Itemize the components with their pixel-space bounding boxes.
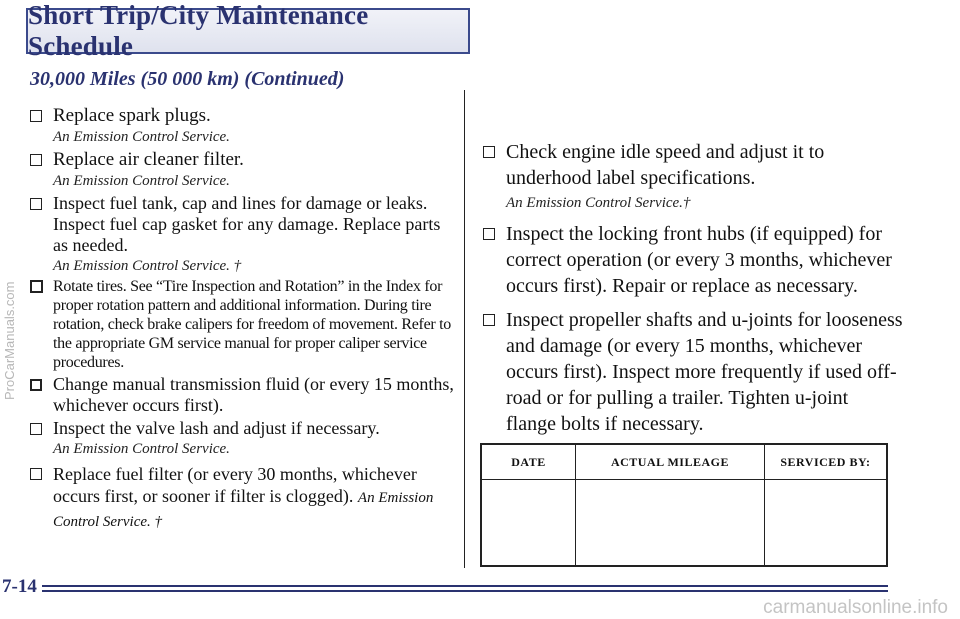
footer-rule — [42, 585, 888, 587]
page-number: 7-14 — [2, 576, 37, 597]
right-column — [483, 139, 903, 437]
item-text: Change manual transmission fluid (or every 15 months, whichever occurs first). — [53, 374, 454, 415]
checklist-item — [30, 193, 455, 276]
checkbox[interactable] — [30, 154, 42, 166]
checkbox[interactable] — [30, 110, 42, 122]
actual-mileage-header: ACTUAL MILEAGE — [576, 444, 765, 480]
checklist-item — [30, 105, 455, 147]
checkbox[interactable] — [30, 423, 42, 435]
service-record-table — [480, 443, 888, 567]
checklist-item — [30, 418, 455, 459]
table-header-row — [481, 444, 887, 480]
date-cell[interactable] — [481, 480, 576, 567]
item-text: Replace fuel filter (or every 30 months, whichever occurs first, or sooner if filter is clogged). — [53, 464, 417, 506]
item-text: Inspect propeller shafts and u-joints for looseness and damage (or every 15 months, whichever occurs first). Inspect more frequently if used off-road or for pulling a trailer. Tighten u-joint flange bolts if necessary. — [506, 309, 903, 435]
checklist-item — [30, 463, 455, 533]
checklist-item — [483, 221, 903, 299]
mileage-cell[interactable] — [576, 480, 765, 567]
footer-watermark: carmanualsonline.info — [763, 597, 948, 618]
serviced-by-cell[interactable] — [764, 480, 887, 567]
item-note: An Emission Control Service. — [53, 441, 230, 457]
checkbox[interactable] — [30, 468, 42, 480]
serviced-by-header: SERVICED BY: — [764, 444, 887, 480]
item-text: Inspect fuel tank, cap and lines for damage or leaks. Inspect fuel cap gasket for any damage. Replace parts as needed. — [53, 193, 441, 255]
column-divider — [464, 90, 465, 568]
item-note: An Emission Control Service. † — [53, 490, 434, 530]
item-note: An Emission Control Service. — [53, 129, 230, 145]
left-column — [30, 105, 455, 533]
section-title-box — [26, 0, 470, 61]
table-row — [481, 480, 887, 567]
item-note: An Emission Control Service. — [53, 173, 230, 189]
item-note: An Emission Control Service.† — [506, 195, 691, 211]
section-title: Short Trip/City Maintenance Schedule — [28, 0, 369, 61]
item-text: Replace spark plugs. — [53, 105, 211, 126]
checklist-item — [483, 307, 903, 437]
checklist-item — [30, 277, 455, 372]
date-header: DATE — [481, 444, 576, 480]
item-text: Rotate tires. See “Tire Inspection and Rotation” in the Index for proper rotation pattern and additional information. During tire rotation, check brake calipers for freedom of movement. Refer to the appropriate GM service manual for proper caliper service procedures. — [53, 278, 451, 371]
checklist-item — [483, 139, 903, 213]
mileage-subheading: 30,000 Miles (50 000 km) (Continued) — [30, 68, 345, 90]
checklist-item — [30, 374, 455, 416]
item-text: Check engine idle speed and adjust it to underhood label specifications. — [506, 141, 825, 189]
item-text: Inspect the valve lash and adjust if necessary. — [53, 418, 380, 438]
checkbox[interactable] — [483, 314, 495, 326]
checkbox[interactable] — [30, 280, 43, 293]
checkbox[interactable] — [483, 228, 495, 240]
item-text: Replace air cleaner filter. — [53, 149, 244, 170]
checkbox[interactable] — [483, 146, 495, 158]
checklist-item — [30, 149, 455, 191]
checkbox[interactable] — [30, 379, 42, 391]
footer-rule — [42, 590, 888, 592]
checkbox[interactable] — [30, 198, 42, 210]
side-watermark: ProCarManuals.com — [2, 281, 17, 400]
item-text: Inspect the locking front hubs (if equipped) for correct operation (or every 3 months, whichever occurs first). Repair or replace as necessary. — [506, 223, 892, 297]
item-note: An Emission Control Service. † — [53, 258, 242, 274]
